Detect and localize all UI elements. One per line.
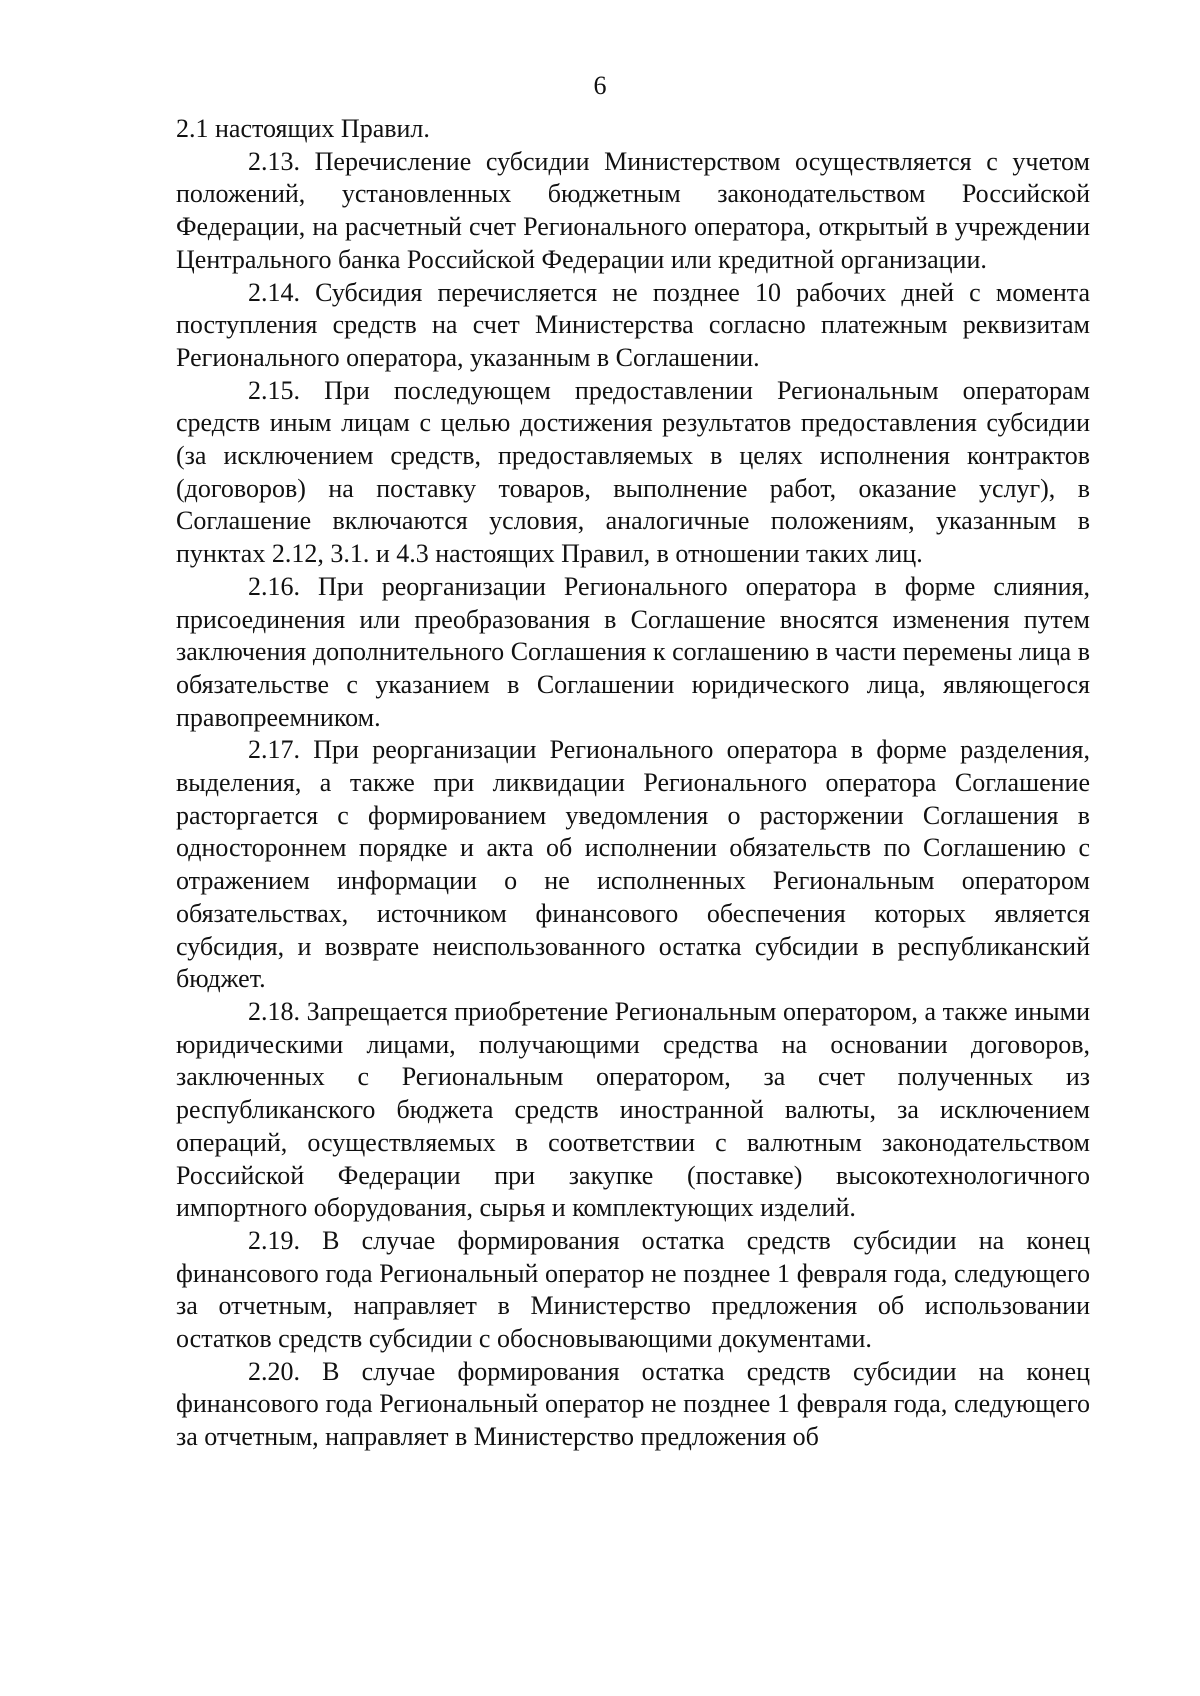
page-number: 6: [593, 71, 607, 100]
paragraph-2-18: 2.18. Запрещается приобретение Региональным оператором, а также иными юридическими лицами, получающими средства на основании договоров, заключенных с Региональным оператором, за счет полученных из республиканского бюджета средств иностранной валюты, за исключением операций, осуществляемых в соответствии с валютным законодательством Российской Федерации при закупке (поставке) высокотехнологичного импортного оборудования, сырья и комплектующих изделий.: [176, 996, 1090, 1223]
paragraph-2-19: 2.19. В случае формирования остатка средств субсидии на конец финансового года Региональный оператор не позднее 1 февраля года, следующего за отчетным, направляет в Министерство предложения об использовании остатков средств субсидии с обосновывающими документами.: [176, 1225, 1090, 1354]
paragraph-2-17: 2.17. При реорганизации Регионального оператора в форме разделения, выделения, а также при ликвидации Регионального оператора Соглашение расторгается с формированием уведомления о расторжении Соглашения в одностороннем порядке и акта об исполнении обязательств по Соглашению с отражением информации о не исполненных Региональным оператором обязательствах, источником финансового обеспечения которых является субсидия, и возврате неиспользованного остатка субсидии в республиканский бюджет.: [176, 735, 1090, 994]
document-body: [176, 113, 1090, 1454]
paragraph-2-20: 2.20. В случае формирования остатка средств субсидии на конец финансового года Региональный оператор не позднее 1 февраля года, следующего за отчетным, направляет в Министерство предложения об: [176, 1356, 1090, 1452]
paragraph-2-14: 2.14. Субсидия перечисляется не позднее 10 рабочих дней с момента поступления средств на счет Министерства согласно платежным реквизитам Регионального оператора, указанным в Соглашении.: [176, 277, 1090, 372]
paragraph-2-12-end: 2.1 настоящих Правил.: [176, 114, 430, 143]
paragraph-2-15: 2.15. При последующем предоставлении Региональным операторам средств иным лицам с целью достижения результатов предоставления субсидии (за исключением средств, предоставляемых в целях исполнения контрактов (договоров) на поставку товаров, выполнение работ, оказание услуг), в Соглашение включаются условия, аналогичные положениям, указанным в пунктах 2.12, 3.1. и 4.3 настоящих Правил, в отношении таких лиц.: [176, 375, 1090, 569]
paragraph-2-13: 2.13. Перечисление субсидии Министерством осуществляется с учетом положений, установленных бюджетным законодательством Российской Федерации, на расчетный счет Регионального оператора, открытый в учреждении Центрального банка Российской Федерации или кредитной организации.: [176, 146, 1090, 274]
paragraph-2-16: 2.16. При реорганизации Регионального оператора в форме слияния, присоединения или преобразования в Соглашение вносятся изменения путем заключения дополнительного Соглашения к соглашению в части перемены лица в обязательстве с указанием в Соглашении юридического лица, являющегося правопреемником.: [176, 571, 1090, 732]
